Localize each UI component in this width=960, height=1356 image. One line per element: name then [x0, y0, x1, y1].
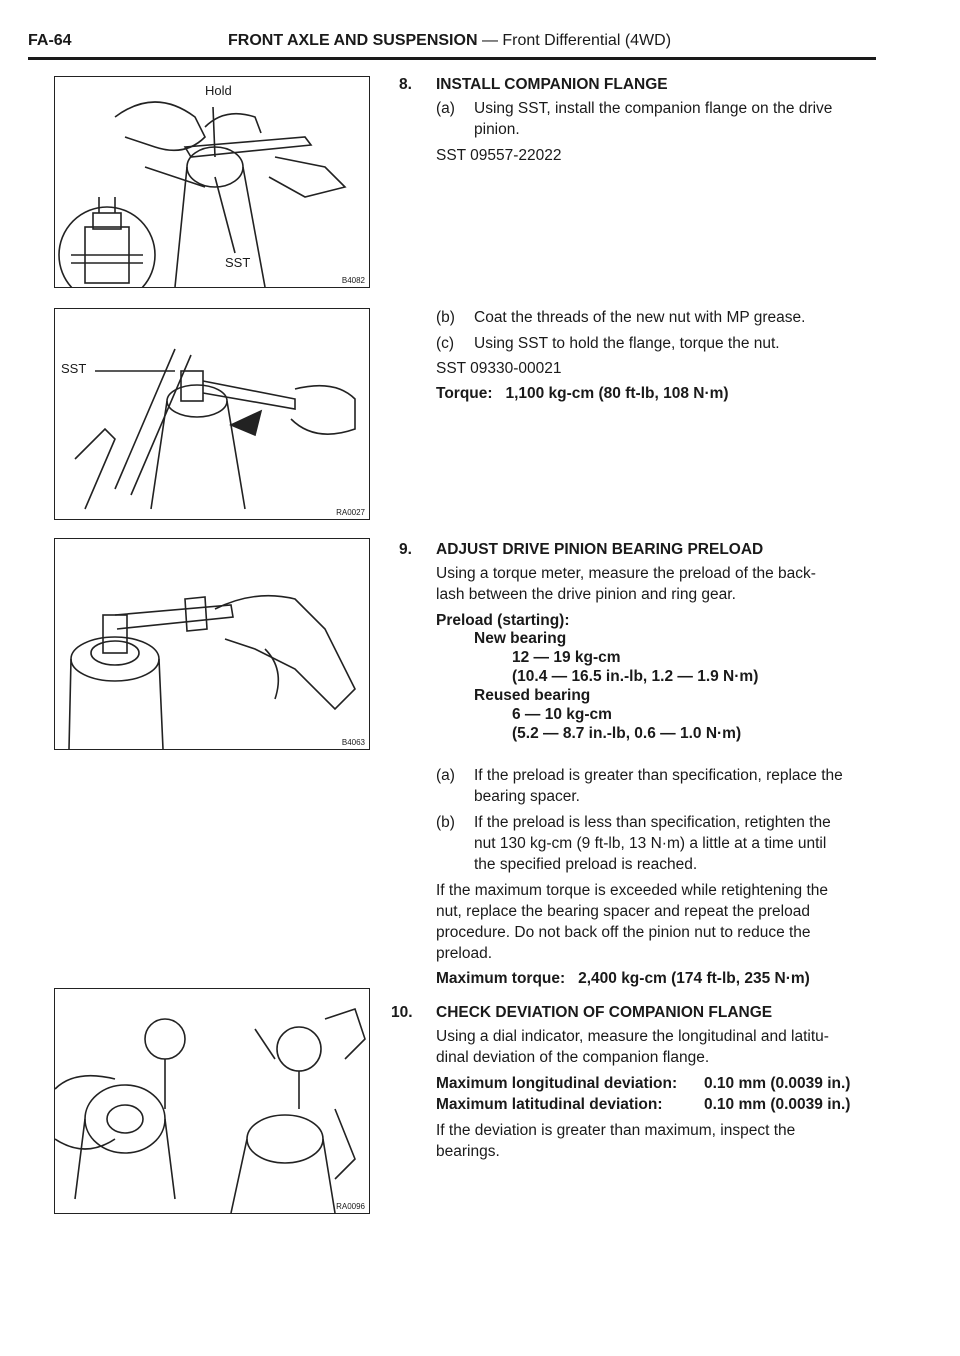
- step-9-new-val2: (10.4 — 16.5 in.-lb, 1.2 — 1.9 N·m): [512, 668, 759, 685]
- figure-code: B4082: [341, 276, 365, 285]
- step-9-max-torque: Maximum torque: 2,400 kg-cm (174 ft-lb, 235 N·m): [436, 970, 810, 987]
- step-8c-text: Using SST to hold the flange, torque the nut.: [474, 335, 780, 352]
- step-8c-mark: (c): [436, 335, 455, 352]
- step-9-reused-val1: 6 — 10 kg-cm: [512, 706, 612, 723]
- step-8-torque: Torque: 1,100 kg-cm (80 ft-lb, 108 N·m): [436, 385, 729, 402]
- figure-install-flange-drawing: [55, 77, 369, 287]
- step-10-number: 10.: [391, 1004, 413, 1021]
- step-9-intro1: Using a torque meter, measure the preload of the back-: [436, 565, 816, 582]
- step-10-long-val: 0.10 mm (0.0039 in.): [704, 1075, 851, 1092]
- step-10-long-label: Maximum longitudinal deviation:: [436, 1075, 678, 1092]
- figure-code: RA0027: [336, 508, 365, 517]
- figure-torque-nut: [54, 308, 370, 520]
- header-rule: [28, 57, 876, 60]
- figure-code: RA0096: [336, 1202, 365, 1211]
- step-9-number: 9.: [399, 541, 412, 558]
- step-8-sst2: SST 09330-00021: [436, 360, 562, 377]
- step-9-note1: If the maximum torque is exceeded while retightening the: [436, 882, 829, 899]
- page-title: [228, 32, 671, 50]
- step-9-note2: nut, replace the bearing spacer and repeat the preload: [436, 903, 810, 920]
- figure-code: B4063: [341, 738, 365, 747]
- step-9-reused-bearing: Reused bearing: [474, 687, 591, 704]
- step-9-new-val1: 12 — 19 kg-cm: [512, 649, 621, 666]
- step-9-note4: preload.: [436, 945, 493, 962]
- page-title-sub: — Front Differential (4WD): [477, 32, 672, 49]
- figure-label-sst: SST: [225, 255, 251, 270]
- step-10-lat-val: 0.10 mm (0.0039 in.): [704, 1096, 851, 1113]
- step-9a-line2: bearing spacer.: [474, 788, 580, 805]
- step-10-note1: If the deviation is greater than maximum, inspect the: [436, 1122, 796, 1139]
- step-8a-line1: Using SST, install the companion flange on the drive: [474, 100, 833, 117]
- step-8b-mark: (b): [436, 309, 455, 326]
- step-9b-line3: the specified preload is reached.: [474, 856, 698, 873]
- step-9-reused-val2: (5.2 — 8.7 in.-lb, 0.6 — 1.0 N·m): [512, 725, 742, 742]
- step-8-number: 8.: [399, 76, 412, 93]
- step-8-sst1: SST 09557-22022: [436, 147, 562, 164]
- step-10-note2: bearings.: [436, 1143, 500, 1160]
- step-9b-line2: nut 130 kg-cm (9 ft-lb, 13 N·m) a little at a time until: [474, 835, 827, 852]
- step-8a-mark: (a): [436, 100, 455, 117]
- step-9-note3: procedure. Do not back off the pinion nut to reduce the: [436, 924, 811, 941]
- step-8-title: INSTALL COMPANION FLANGE: [436, 76, 668, 93]
- step-9-title: ADJUST DRIVE PINION BEARING PRELOAD: [436, 541, 764, 558]
- page-id: FA-64: [28, 32, 72, 49]
- step-9-new-bearing: New bearing: [474, 630, 567, 647]
- figure-dial-indicator-drawing: [55, 989, 369, 1213]
- step-9-preload-label: Preload (starting):: [436, 612, 570, 629]
- step-9-intro2: lash between the drive pinion and ring gear.: [436, 586, 736, 603]
- step-8b-text: Coat the threads of the new nut with MP grease.: [474, 309, 806, 326]
- figure-label-hold: Hold: [205, 83, 232, 98]
- figure-install-flange: [54, 76, 370, 288]
- step-10-intro1: Using a dial indicator, measure the longitudinal and latitu-: [436, 1028, 829, 1045]
- step-10-lat-label: Maximum latitudinal deviation:: [436, 1096, 663, 1113]
- step-10-title: CHECK DEVIATION OF COMPANION FLANGE: [436, 1004, 773, 1021]
- figure-dial-indicator: [54, 988, 370, 1214]
- step-10-intro2: dinal deviation of the companion flange.: [436, 1049, 710, 1066]
- step-9b-mark: (b): [436, 814, 455, 831]
- page-title-main: FRONT AXLE AND SUSPENSION: [228, 32, 478, 49]
- step-9a-line1: If the preload is greater than specification, replace the: [474, 767, 843, 784]
- step-9b-line1: If the preload is less than specification, retighten the: [474, 814, 831, 831]
- figure-label-sst: SST: [61, 361, 87, 376]
- step-8a-line2: pinion.: [474, 121, 520, 138]
- figure-preload-measure: [54, 538, 370, 750]
- figure-preload-measure-drawing: [55, 539, 369, 749]
- figure-torque-nut-drawing: [55, 309, 369, 519]
- step-9a-mark: (a): [436, 767, 455, 784]
